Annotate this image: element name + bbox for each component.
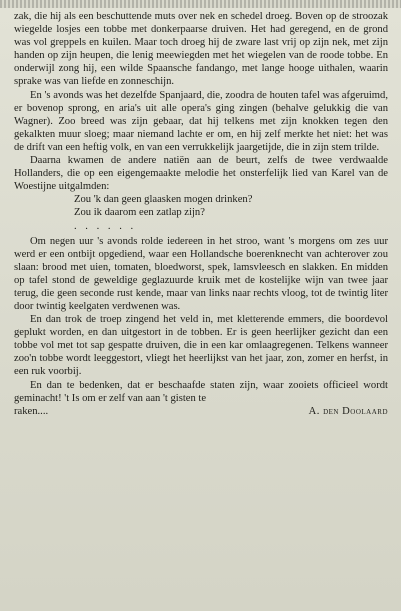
author-signature: A. den Doolaard <box>308 405 388 417</box>
paragraph-4: Om negen uur 's avonds rolde iedereen in het stroo, want 's morgens om zes uur werd er een ontbijt opgediend, waar een Hollandsche boerenknecht van achterover zou slaan: brood met uien, tomaten, bloedworst, spek, lamsvleesch en slakken. En midden op tafel stond de geweldige geglazuurde kruik met de kostelijke wijn van twee jaar terug, die geen seconde rust kende, maar van links naar rechts vloog, tot de twintig liter door twintig keelgaten verdwenen was. <box>14 235 388 312</box>
closing-text: raken.... <box>14 405 49 417</box>
paragraph-2: En 's avonds was het dezelfde Spanjaard, die, zoodra de houten tafel was afgeruimd, er bovenop sprong, en aria's uit alle opera's ging zingen (behalve gelukkig die van Wagner). Zoo breed was zijn gebaar, dat hij telkens met zijn knokken tegen den gekalkten muur sloeg; maar niemand lachte er om, en hij zelf merkte het niet: het was de drift van een heftig volk, en van een verrukkelijk jaargetijde, die in zijn stem trilde. <box>14 89 388 153</box>
paragraph-6: En dan te bedenken, dat er beschaafde staten zijn, waar zooiets officieel wordt geminacht! 't Is om er zelf van aan 't gisten te <box>14 379 388 404</box>
article-text <box>14 10 388 418</box>
paragraph-3: Daarna kwamen de andere natiën aan de beurt, zelfs de twee verdwaalde Hollanders, die op een eigengemaakte melodie het onsterfelijk lied van Karel van de Woestijne uitgalmden: <box>14 155 388 193</box>
verse-line-1: Zou 'k dan geen glaasken mogen drinken? <box>74 194 253 206</box>
page-top-edge <box>0 0 401 8</box>
paragraph-5: En dan trok de troep zingend het veld in, met kletterende emmers, die boordevol geplukt worden, en dan uitgestort in de tobben. Er is geen heerlijker gezicht dan een tobbe vol met tot sap gespatte druiven, die in een kar omlaagregenen. Telkens wanneer zoo'n tobbe wordt leeggestort, vliegt het heerlijkst van het jaar, zon, zomer en herfst, in een ruk voorbij. <box>14 314 388 378</box>
verse-line-2: Zou ik daarom een zatlap zijn? <box>74 207 205 219</box>
verse-break-dots: . . . . . . <box>74 220 137 232</box>
paragraph-1: zak, die hij als een beschuttende muts over nek en schedel droeg. Boven op de stroozak wiegelde losjes een tobbe met donkerpaarse druiven. Het had geregend, en de grond was vol greppels en kuilen. Maar toch droeg hij de zware last vrij op zijn nek, met zijn handen op zijn heupen, die lenig meewiegden met het wiegelen van de roode tobbe. En onderwijl zong hij, een wilde Spaansche fandango, met lange hooge uithalen, waarin sprake was van liefde en zonneschijn. <box>14 11 388 88</box>
closing-line <box>14 405 388 418</box>
